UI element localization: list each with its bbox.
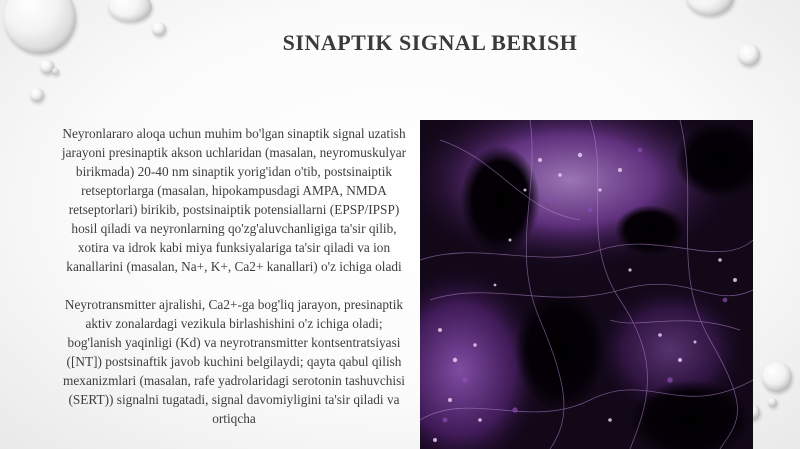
water-droplet-decoration	[152, 22, 166, 36]
water-droplet-decoration	[686, 0, 734, 16]
paragraph-synaptic-transmission: Neyronlararo aloqa uchun muhim bo'lgan sinaptik signal uzatish jarayoni presinaptik akson uchlaridan (masalan, neyromuskulyar birikmada) 20-40 nm sinaptik yorig'idan o'tib, postsinaiptik retseptorlarga (masalan, hipokampusdagi AMPA, NMDA retseptorlari) birikib, postsinaiptik potensiallarni (EPSP/IPSP) hosil qiladi va neyronlarning qo'zg'aluvchanligiga ta'sir qilib, xotira va idrok kabi miya funksiyalariga ta'sir qiladi va ion kanallarini (masalan, Na+, K+, Ca2+ kanallari) o'z ichiga oladi	[61, 126, 407, 274]
slide-body-text	[58, 124, 410, 447]
micrograph-illustration	[420, 120, 753, 449]
water-droplet-decoration	[738, 44, 760, 66]
water-droplet-decoration	[30, 88, 44, 102]
water-droplet-decoration	[768, 398, 777, 407]
slide-title: SINAPTIK SIGNAL BERISH	[282, 30, 578, 55]
water-droplet-decoration	[108, 0, 152, 22]
paragraph-neurotransmitter-release: Neyrotransmitter ajralishi, Ca2+-ga bog'liq jarayon, presinaptik aktiv zonalardagi vezikula birlashishini o'z ichiga oladi; bog'lanish yaqinligi (Kd) va neyrotransmitter kontsentratsiyasi ([NT]) postsinaftik javob kuchini belgilaydi; qayta qabul qilish mexanizmlari (masalan, rafe yadrolaridagi serotonin tashuvchisi (SERT)) signalni tugatadi, signal davomiyligini ta'sir qiladi va ortiqcha	[63, 297, 405, 426]
water-droplet-decoration	[4, 0, 76, 54]
water-droplet-decoration	[762, 362, 792, 392]
water-droplet-decoration	[52, 68, 59, 75]
neural-tissue-image	[420, 120, 753, 449]
